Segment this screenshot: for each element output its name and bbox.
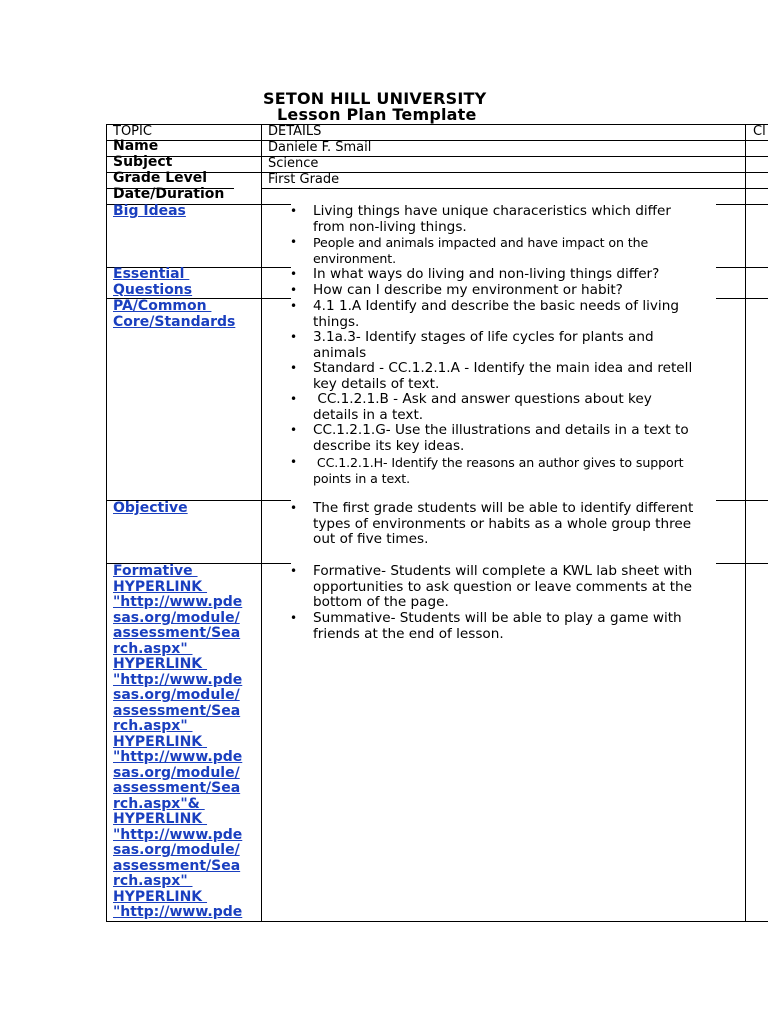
template-title: Lesson Plan Template [277,105,477,124]
bullet-text: Summative- Students will be able to play a game with friends at the end of lesson. [313,610,682,642]
bullet-icon: • [290,330,298,344]
row-value-name: Daniele F. Smail [268,140,372,155]
row-label-grade: Grade Level [113,170,208,186]
row-divider [106,140,768,141]
bullet-text: Formative- Students will complete a KWL lab sheet with opportunities to ask question or leave comments at the bottom of the page. [313,563,693,610]
row-divider [716,267,768,268]
row-label-big-ideas[interactable]: Big Ideas [113,203,186,219]
row-label-essential-questions[interactable]: Essential Questions [113,266,193,298]
col-header-details: DETAILS [268,124,322,139]
table-top-border [106,124,768,125]
col-divider-2 [745,124,746,922]
row-label-subject: Subject [113,154,173,170]
row-divider [716,563,768,564]
row-label-name: Name [113,138,159,154]
bullet-icon: • [290,392,298,406]
bullet-icon: • [290,204,298,218]
bullet-icon: • [290,501,298,515]
bullet-text: CC.1.2.1.G- Use the illustrations and details in a text to describe its key ideas. [313,422,689,454]
bullet-icon: • [290,267,298,281]
bullet-icon: • [290,299,298,313]
row-divider [716,298,768,299]
bullet-icon: • [290,235,298,249]
table-bottom-border [106,921,768,922]
bullet-icon: • [290,423,298,437]
bullet-text: How can I describe my environment or habit? [313,282,623,298]
row-divider [261,188,768,189]
row-divider [716,500,768,501]
row-label-standards[interactable]: PA/Common Core/Standards [113,298,236,330]
bullet-icon: • [290,283,298,297]
col-divider-1 [261,124,262,922]
bullet-icon: • [290,611,298,625]
row-value-subject: Science [268,156,319,171]
bullet-text: 3.1a.3- Identify stages of life cycles for plants and animals [313,329,654,361]
row-value-grade: First Grade [268,172,340,187]
row-divider [716,204,768,205]
bullet-text: Standard - CC.1.2.1.A - Identify the main idea and retell key details of text. [313,360,693,392]
row-label-date: Date/Duration [113,186,225,202]
bullet-text: People and animals impacted and have impact on the environment. [313,235,649,266]
bullet-text: Living things have unique characeristics which differ from non-living things. [313,203,671,235]
bullet-text: 4.1 1.A Identify and describe the basic needs of living things. [313,298,679,330]
bullet-text: In what ways do living and non-living things differ? [313,266,660,282]
row-divider [106,156,768,157]
col-header-topic: TOPIC [113,124,152,139]
row-label-formative[interactable]: Formative HYPERLINK "http://www.pde sas.org/module/ assessment/Sea rch.aspx" HYPERLINK "http://www.pde sas.org/module/ assessment/Sea rch.aspx" HYPERLINK "http://www.pde sas.org/module/ assessment/Sea rch.aspx"& HYPERLINK "http://www.pde sas.org/module/ assessment/Sea rch.aspx" HYPERLINK "http://www.pde [113,563,243,920]
bullet-icon: • [290,361,298,375]
table-left-border [106,124,107,922]
university-title: SETON HILL UNIVERSITY [263,89,487,108]
bullet-text: CC.1.2.1.H- Identify the reasons an author gives to support points in a text. [313,455,684,486]
row-label-objective[interactable]: Objective [113,500,188,516]
bullet-icon: • [290,455,298,469]
bullet-text: The first grade students will be able to identify different types of environments or habits as a whole group three out of five times. [313,500,694,547]
col-header-cl: Cl [753,124,766,139]
bullet-text: CC.1.2.1.B - Ask and answer questions about key details in a text. [313,391,652,423]
bullet-icon: • [290,564,298,578]
